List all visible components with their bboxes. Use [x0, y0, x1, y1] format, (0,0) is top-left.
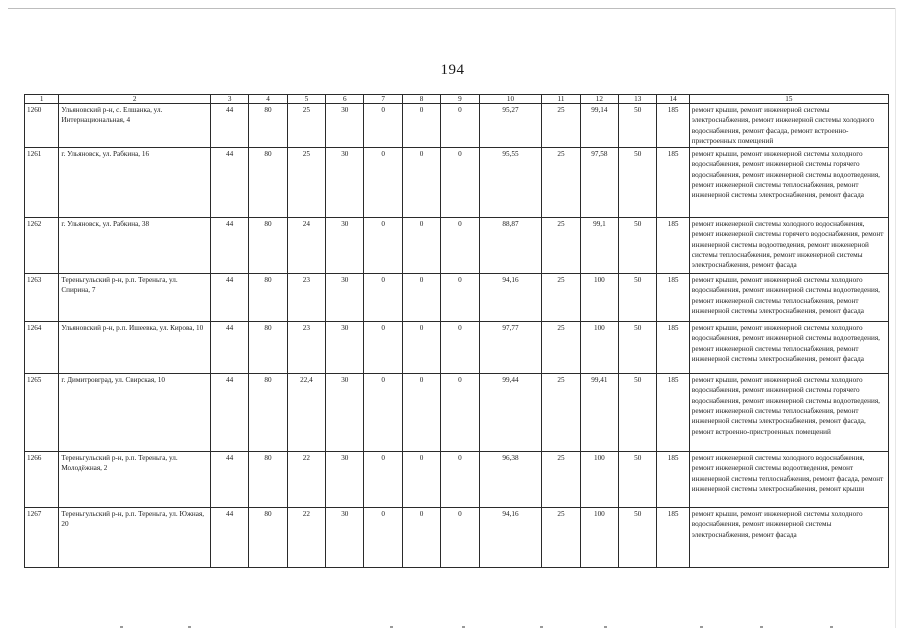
table-cell: 185: [657, 374, 689, 452]
table-cell: 0: [364, 148, 402, 218]
data-table: [24, 94, 889, 568]
table-cell: 0: [402, 508, 440, 568]
table-cell: 0: [441, 322, 479, 374]
table-cell: 96,38: [479, 452, 542, 508]
table-cell: 25: [542, 274, 580, 322]
works-list-cell: ремонт крыши, ремонт инженерной системы холодного водоснабжения, ремонт инженерной системы водоотведения, ремонт инженерной системы теплоснабжения, ремонт инженерной системы электроснабжения, ремонт фасада: [689, 322, 888, 374]
table-cell: 185: [657, 274, 689, 322]
table-cell: 25: [542, 374, 580, 452]
table-cell: 22: [287, 508, 325, 568]
table-cell: 30: [326, 508, 364, 568]
table-cell: 0: [402, 218, 440, 274]
row-number-cell: 1260: [25, 104, 59, 148]
table-cell: 185: [657, 452, 689, 508]
table-cell: 0: [441, 148, 479, 218]
table-cell: 0: [441, 374, 479, 452]
table-row: [25, 218, 889, 274]
table-cell: 25: [542, 148, 580, 218]
table-cell: 50: [619, 218, 657, 274]
table-row: [25, 274, 889, 322]
works-list-cell: ремонт крыши, ремонт инженерной системы холодного водоснабжения, ремонт инженерной системы горячего водоснабжения, ремонт инженерной системы водоотведения, ремонт инженерной системы теплоснабжения, ремонт инженерной системы электроснабжения, ремонт фасада, ремонт встроенно-пристроенных помещений: [689, 374, 888, 452]
table-cell: 0: [402, 452, 440, 508]
table-cell: 23: [287, 322, 325, 374]
works-list-cell: ремонт инженерной системы холодного водоснабжения, ремонт инженерной системы горячего водоснабжения, ремонт инженерной системы водоотведения, ремонт инженерной системы теплоснабжения, ремонт инженерной системы электроснабжения, ремонт фасада: [689, 218, 888, 274]
table-cell: 50: [619, 508, 657, 568]
row-number-cell: 1263: [25, 274, 59, 322]
table-cell: 50: [619, 322, 657, 374]
address-cell: г. Ульяновск, ул. Рабкина, 38: [59, 218, 211, 274]
works-list-cell: ремонт инженерной системы холодного водоснабжения, ремонт инженерной системы водоотведения, ремонт инженерной системы теплоснабжения, ремонт фасада, ремонт инженерной системы электроснабжения, ремонт крыши: [689, 452, 888, 508]
page-right-border: [895, 8, 896, 628]
address-cell: г. Ульяновск, ул. Рабкина, 16: [59, 148, 211, 218]
address-cell: Тереньгульский р-н, р.п. Тереньга, ул. Спирина, 7: [59, 274, 211, 322]
table-cell: 0: [441, 508, 479, 568]
column-header-9: 9: [441, 95, 479, 104]
table-cell: 0: [441, 218, 479, 274]
column-header-2: 2: [59, 95, 211, 104]
row-number-cell: 1261: [25, 148, 59, 218]
column-header-13: 13: [619, 95, 657, 104]
table-cell: 0: [364, 452, 402, 508]
table-cell: 80: [249, 148, 287, 218]
row-number-cell: 1266: [25, 452, 59, 508]
table-body: [25, 104, 889, 568]
table-cell: 50: [619, 274, 657, 322]
table-cell: 80: [249, 218, 287, 274]
table-cell: 44: [210, 508, 248, 568]
table-cell: 44: [210, 218, 248, 274]
column-header-14: 14: [657, 95, 689, 104]
table-cell: 0: [402, 274, 440, 322]
table-cell: 24: [287, 218, 325, 274]
table-cell: 100: [580, 322, 618, 374]
table-cell: 80: [249, 452, 287, 508]
table-cell: 50: [619, 148, 657, 218]
table-cell: 22,4: [287, 374, 325, 452]
address-cell: г. Димитровград, ул. Свирская, 10: [59, 374, 211, 452]
table-cell: 25: [287, 104, 325, 148]
table-cell: 185: [657, 218, 689, 274]
table-cell: 25: [542, 104, 580, 148]
table-cell: 25: [542, 452, 580, 508]
table-cell: 44: [210, 452, 248, 508]
column-header-6: 6: [326, 95, 364, 104]
table-cell: 99,1: [580, 218, 618, 274]
table-cell: 44: [210, 322, 248, 374]
column-header-7: 7: [364, 95, 402, 104]
table-cell: 44: [210, 374, 248, 452]
table-cell: 185: [657, 104, 689, 148]
table-row: [25, 452, 889, 508]
table-cell: 30: [326, 218, 364, 274]
table-cell: 50: [619, 374, 657, 452]
table-cell: 30: [326, 322, 364, 374]
table-cell: 100: [580, 508, 618, 568]
row-number-cell: 1265: [25, 374, 59, 452]
works-list-cell: ремонт крыши, ремонт инженерной системы холодного водоснабжения, ремонт инженерной системы электроснабжения, ремонт фасада: [689, 508, 888, 568]
table-cell: 80: [249, 374, 287, 452]
column-header-3: 3: [210, 95, 248, 104]
table-cell: 0: [402, 148, 440, 218]
row-number-cell: 1264: [25, 322, 59, 374]
table-cell: 0: [402, 374, 440, 452]
page-top-border: [8, 8, 896, 9]
table-row: [25, 508, 889, 568]
table-cell: 0: [441, 274, 479, 322]
table-cell: 25: [542, 218, 580, 274]
table-row: [25, 148, 889, 218]
table-cell: 80: [249, 274, 287, 322]
table-cell: 50: [619, 452, 657, 508]
scan-artifacts: [0, 626, 905, 632]
column-header-4: 4: [249, 95, 287, 104]
table-cell: 0: [364, 508, 402, 568]
table-cell: 88,87: [479, 218, 542, 274]
address-cell: Ульяновский р-н, р.п. Ишеевка, ул. Кирова, 10: [59, 322, 211, 374]
table-cell: 95,55: [479, 148, 542, 218]
column-header-5: 5: [287, 95, 325, 104]
table-cell: 94,16: [479, 508, 542, 568]
table-cell: 95,27: [479, 104, 542, 148]
column-header-8: 8: [402, 95, 440, 104]
column-header-12: 12: [580, 95, 618, 104]
column-header-11: 11: [542, 95, 580, 104]
table-cell: 44: [210, 148, 248, 218]
address-cell: Тереньгульский р-н, р.п. Тереньга, ул. Молодёжная, 2: [59, 452, 211, 508]
table-cell: 50: [619, 104, 657, 148]
works-list-cell: ремонт крыши, ремонт инженерной системы электроснабжения, ремонт инженерной системы холодного водоснабжения, ремонт фасада, ремонт встроенно-пристроенных помещений: [689, 104, 888, 148]
table-cell: 0: [364, 322, 402, 374]
table-cell: 30: [326, 104, 364, 148]
row-number-cell: 1262: [25, 218, 59, 274]
table-cell: 99,41: [580, 374, 618, 452]
table-cell: 99,44: [479, 374, 542, 452]
table-cell: 0: [441, 452, 479, 508]
table-cell: 44: [210, 104, 248, 148]
address-cell: Ульяновский р-н, с. Елшанка, ул. Интернациональная, 4: [59, 104, 211, 148]
works-list-cell: ремонт крыши, ремонт инженерной системы холодного водоснабжения, ремонт инженерной системы водоотведения, ремонт инженерной системы теплоснабжения, ремонт инженерной системы электроснабжения, ремонт фасада: [689, 274, 888, 322]
table-row: [25, 374, 889, 452]
table-cell: 94,16: [479, 274, 542, 322]
column-header-10: 10: [479, 95, 542, 104]
table-cell: 0: [364, 274, 402, 322]
table-cell: 44: [210, 274, 248, 322]
table-cell: 0: [441, 104, 479, 148]
table-cell: 0: [402, 322, 440, 374]
column-header-1: 1: [25, 95, 59, 104]
table-cell: 22: [287, 452, 325, 508]
table-cell: 80: [249, 508, 287, 568]
table-cell: 30: [326, 274, 364, 322]
table-cell: 97,77: [479, 322, 542, 374]
row-number-cell: 1267: [25, 508, 59, 568]
table-cell: 30: [326, 374, 364, 452]
table-cell: 185: [657, 322, 689, 374]
table-cell: 185: [657, 508, 689, 568]
table-cell: 100: [580, 452, 618, 508]
header-row: [25, 95, 889, 104]
table-cell: 185: [657, 148, 689, 218]
column-header-15: 15: [689, 95, 888, 104]
table-cell: 25: [542, 508, 580, 568]
table-cell: 80: [249, 104, 287, 148]
table-cell: 25: [542, 322, 580, 374]
table-cell: 30: [326, 148, 364, 218]
table-row: [25, 104, 889, 148]
table-cell: 25: [287, 148, 325, 218]
table-cell: 0: [364, 104, 402, 148]
table-cell: 0: [402, 104, 440, 148]
table-cell: 97,58: [580, 148, 618, 218]
table-cell: 99,14: [580, 104, 618, 148]
table-row: [25, 322, 889, 374]
table-cell: 100: [580, 274, 618, 322]
address-cell: Тереньгульский р-н, р.п. Тереньга, ул. Южная, 20: [59, 508, 211, 568]
table-cell: 30: [326, 452, 364, 508]
works-list-cell: ремонт крыши, ремонт инженерной системы холодного водоснабжения, ремонт инженерной системы горячего водоснабжения, ремонт инженерной системы водоотведения, ремонт инженерной системы теплоснабжения, ремонт инженерной системы электроснабжения, ремонт фасада: [689, 148, 888, 218]
page-number: 194: [440, 62, 465, 78]
table-cell: 23: [287, 274, 325, 322]
table-cell: 80: [249, 322, 287, 374]
table-cell: 0: [364, 218, 402, 274]
table-cell: 0: [364, 374, 402, 452]
